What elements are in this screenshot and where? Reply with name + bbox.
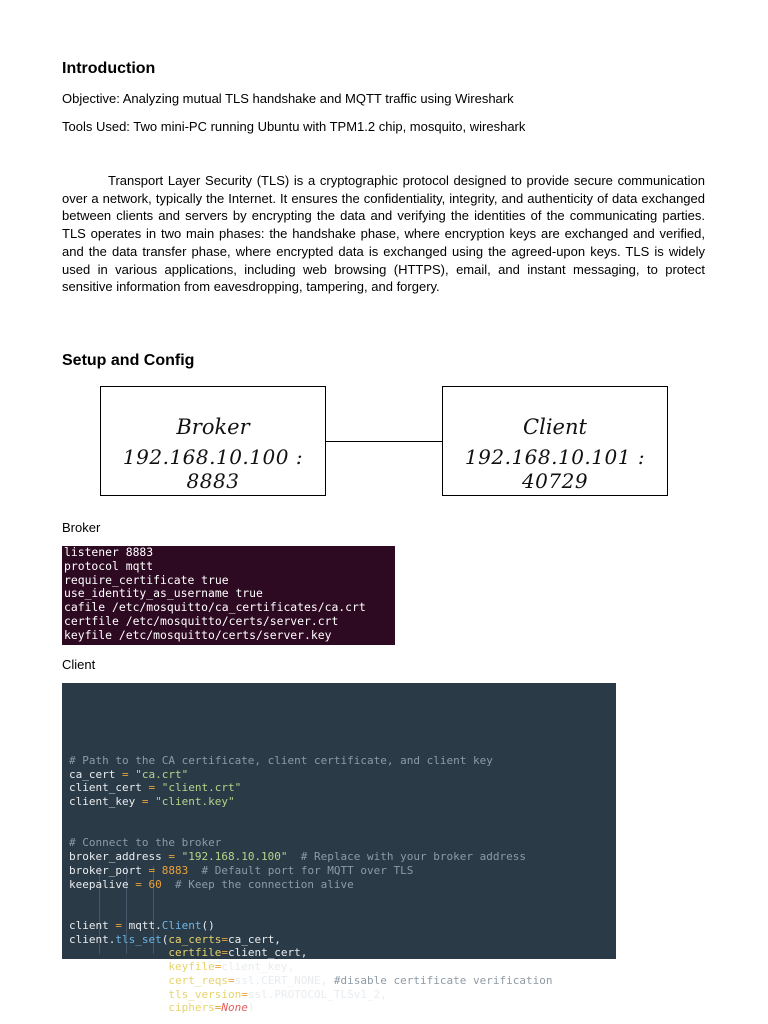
code-line [69,946,616,960]
code-token: 60 [141,877,162,891]
code-token: None [221,1001,248,1015]
code-line [69,823,616,837]
code-token: ssl.PROTOCOL_TLSv1_2, [247,987,387,1001]
code-token: ciphers [168,1001,215,1015]
code-line [69,809,616,823]
broker-box [100,386,326,496]
code-token [69,1001,168,1014]
code-token: client_key [69,795,142,808]
code-token: = [221,946,228,960]
code-token: ca_cert [69,767,122,781]
code-token: = [121,767,129,781]
code-line [69,891,616,905]
code-token: certfile [168,946,222,960]
code-token: keyfile [168,960,215,973]
code-line [69,781,616,795]
code-line [69,836,616,850]
code-token: mqtt. [121,918,162,932]
code-token: = [135,877,142,891]
client-box-address: 192.168.10.101 : 40729 [464,445,646,493]
code-line [69,768,616,782]
config-line: listener 8883 [64,545,154,559]
code-token: # Default port for MQTT over TLS [188,863,414,877]
code-token [69,988,168,1001]
code-line [69,850,616,864]
broker-box-label: Broker [176,415,250,439]
code-token: = [221,932,228,946]
code-token: keepalive [69,877,136,891]
code-token: = [141,795,149,808]
client-code-editor [62,683,616,1015]
code-token: = [214,1001,222,1015]
code-token: client_cert [69,781,149,795]
code-token: = [148,863,156,877]
code-token: = [214,960,222,973]
network-diagram [100,386,670,500]
code-line [69,919,616,933]
code-token: 8883 [155,863,189,877]
code-token: "client.key" [148,795,235,808]
code-line [69,988,616,1002]
code-token: ) [247,1001,255,1015]
broker-config-terminal [62,546,395,645]
code-token: tls_version [168,987,242,1001]
config-line: use_identity_as_username true [64,586,263,601]
code-token: Client [161,918,202,932]
code-token: = [227,973,235,987]
code-token: = [168,850,175,863]
client-box [442,386,668,496]
code-line [69,754,616,768]
code-token: client_key, [221,960,295,973]
code-token: client. [69,932,116,946]
code-line [69,974,616,988]
config-line: keyfile /etc/mosquitto/certs/server.key [64,627,332,642]
code-token: ssl.CERT_NONE, [234,973,334,987]
code-token: = [241,987,248,1001]
broker-box-address: 192.168.10.100 : 8883 [122,445,304,493]
setup-heading: Setup and Config [62,352,195,369]
code-token: client_cert, [227,946,308,960]
code-token [69,946,168,959]
broker-label: Broker [62,520,101,535]
code-token: = [115,918,122,932]
tls-paragraph: Transport Layer Security (TLS) is a cryptographic protocol designed to provide secure communication over a network, typically the Internet. It ensures the confidentiality, integrity, and authenticity of data exchanged between clients and servers by encrypting the data and verifying the identities of the communicating parties. TLS operates in two main phases: the handshake phase, where encryption keys are exchanged and verified, and the data transfer phase, where encrypted data is exchanged using the agreed-upon keys. TLS is widely used in various applications, including web browsing (HTTPS), email, and instant messaging, to protect sensitive information from eavesdropping, tampering, and forgery. [62,173,705,295]
code-token: tls_set [115,932,162,946]
config-line: cafile /etc/mosquitto/ca_certificates/ca.crt [64,600,366,615]
code-token [69,960,168,973]
connection-line [326,441,442,442]
code-token: broker_address [69,850,169,863]
code-token: # Path to the CA certificate, client certificate, and client key [69,753,493,767]
code-token: cert_reqs [168,973,228,987]
code-token: # Replace with your broker address [287,850,526,863]
code-line [69,878,616,892]
client-label: Client [62,657,96,672]
config-line: certfile /etc/mosquitto/certs/server.crt [64,613,339,628]
code-token [69,974,168,987]
code-line [69,864,616,878]
code-line [69,795,616,809]
code-token: client [69,918,116,932]
code-line [69,933,616,947]
code-token: ( [161,932,169,946]
code-token: ca_certs [168,932,222,946]
code-token: () [201,918,215,932]
code-line [69,905,616,919]
code-token: ca_cert, [227,932,281,946]
code-token: # Connect to the broker [69,836,222,850]
introduction-heading: Introduction [62,60,156,77]
code-line [69,1001,616,1015]
code-token: = [148,781,156,795]
code-token: "192.168.10.100" [174,850,288,863]
code-token: "ca.crt" [128,767,189,781]
code-token: broker_port [69,863,149,877]
code-token: #disable certificate verification [333,973,553,987]
code-token: "client.crt" [155,781,242,795]
client-box-label: Client [523,415,587,439]
code-token: # Keep the connection alive [161,877,354,891]
config-line: require_certificate true [64,572,229,587]
tools-line: Tools Used: Two mini-PC running Ubuntu with TPM1.2 chip, mosquito, wireshark [62,119,526,134]
objective-line: Objective: Analyzing mutual TLS handshake and MQTT traffic using Wireshark [62,91,514,106]
config-line: protocol mqtt [64,558,154,573]
code-line [69,960,616,974]
